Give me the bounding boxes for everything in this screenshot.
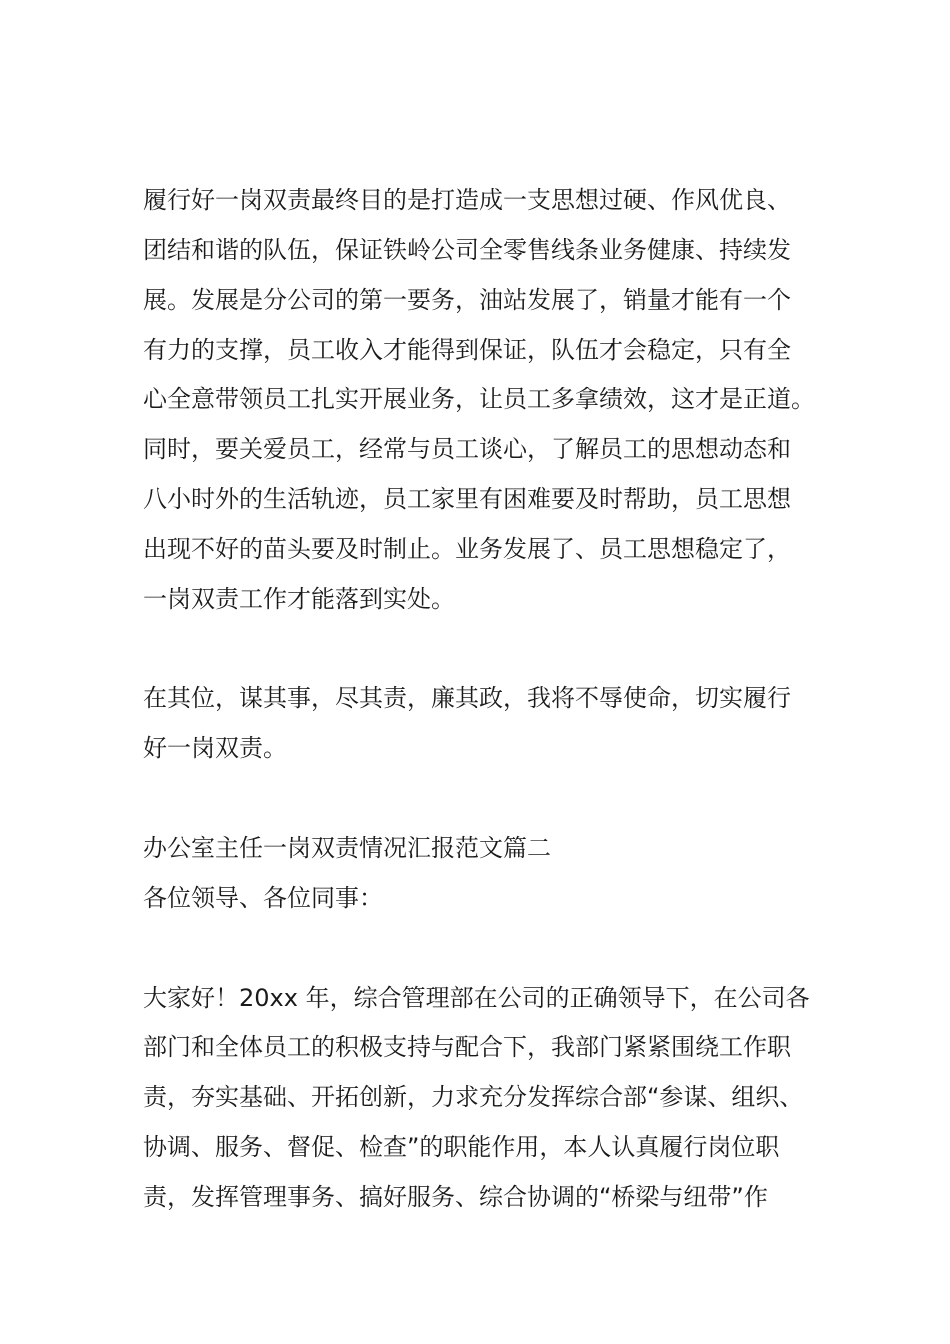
section-title: 办公室主任一岗双责情况汇报范文篇二 — [143, 834, 551, 862]
paragraph-3-line: 责，发挥管理事务、搞好服务、综合协调的“桥梁与纽带”作 — [143, 1183, 768, 1211]
paragraph-1-line: 团结和谐的队伍，保证铁岭公司全零售线条业务健康、持续发 — [143, 236, 791, 264]
paragraph-3-line: 部门和全体员工的积极支持与配合下，我部门紧紧围绕工作职 — [143, 1033, 791, 1061]
paragraph-1-line: 同时，要关爱员工，经常与员工谈心，了解员工的思想动态和 — [143, 435, 791, 463]
paragraph-1-line: 履行好一岗双责最终目的是打造成一支思想过硬、作风优良、 — [143, 186, 791, 214]
paragraph-2-line: 在其位，谋其事，尽其责，廉其政，我将不辱使命，切实履行 — [143, 684, 791, 712]
paragraph-2-line: 好一岗双责。 — [143, 734, 287, 762]
paragraph-1-line: 八小时外的生活轨迹，员工家里有困难要及时帮助，员工思想 — [143, 485, 791, 513]
paragraph-1-line: 有力的支撑，员工收入才能得到保证，队伍才会稳定，只有全 — [143, 336, 791, 364]
salutation: 各位领导、各位同事： — [143, 884, 383, 912]
paragraph-3-line: 协调、服务、督促、检查”的职能作用，本人认真履行岗位职 — [143, 1133, 780, 1161]
paragraph-1-line: 出现不好的苗头要及时制止。业务发展了、员工思想稳定了， — [143, 535, 791, 563]
paragraph-3-line: 责，夯实基础、开拓创新，力求充分发挥综合部“参谋、组织、 — [143, 1083, 804, 1111]
paragraph-3-line: 大家好！20xx 年，综合管理部在公司的正确领导下，在公司各 — [143, 984, 810, 1012]
paragraph-1-line: 心全意带领员工扎实开展业务，让员工多拿绩效，这才是正道。 — [143, 385, 815, 413]
paragraph-1-line: 展。发展是分公司的第一要务，油站发展了，销量才能有一个 — [143, 286, 791, 314]
paragraph-1-line: 一岗双责工作才能落到实处。 — [143, 585, 455, 613]
